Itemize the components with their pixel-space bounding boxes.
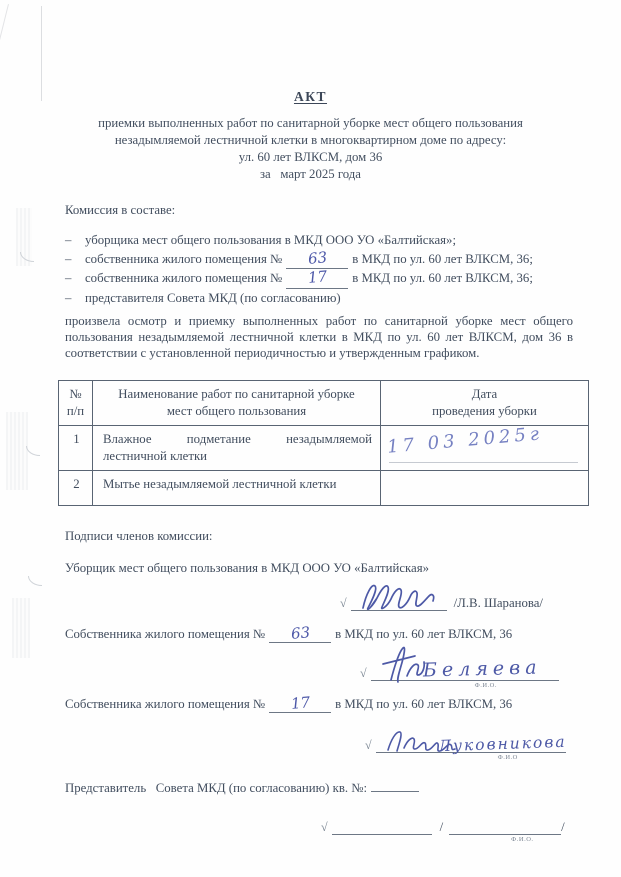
table-row bbox=[59, 426, 589, 471]
slash-end: / bbox=[561, 820, 565, 834]
list-item bbox=[65, 231, 573, 250]
representative-signature-row bbox=[321, 811, 573, 843]
col-header-date bbox=[381, 381, 589, 426]
owner-prefix: Собственника жилого помещения № bbox=[65, 697, 266, 711]
owner1-signature-row bbox=[360, 656, 573, 689]
commission-heading: Комиссия в составе: bbox=[65, 203, 176, 217]
owner2-signature-label bbox=[65, 693, 573, 713]
row-number-cell: 1 bbox=[59, 426, 93, 471]
date-fill-line bbox=[389, 462, 578, 463]
row-number-cell: 2 bbox=[59, 471, 93, 506]
table-header-row bbox=[59, 381, 589, 426]
col-header-line: п/п bbox=[66, 404, 85, 418]
handwritten-apartment-number: 17 bbox=[289, 693, 311, 713]
signatures-heading: Подписи членов комиссии: bbox=[65, 529, 213, 543]
address-line: ул. 60 лет ВЛКСМ, дом 36 bbox=[238, 150, 383, 164]
member-text: уборщика мест общего пользования в МКД ООО УО «Балтийская»; bbox=[85, 233, 457, 247]
period-line: за март 2025 года bbox=[260, 167, 361, 181]
works-table bbox=[58, 380, 589, 506]
statement-paragraph: произвела осмотр и приемку выполненных работ по санитарной уборке мест общего пользования незадымляемой лестничной клетки в МКД по ул. 60 лет ВЛКСМ, дом 36 в соответствии с установленной периодичностью и утвержденным графиком. bbox=[65, 314, 573, 360]
date-cell bbox=[381, 471, 589, 506]
signature-line bbox=[351, 593, 447, 611]
tick-mark: √ bbox=[365, 738, 372, 752]
cleaner-signature-label: Уборщик мест общего пользования в МКД ООО УО «Балтийская» bbox=[65, 561, 429, 575]
commission-member-list bbox=[65, 231, 573, 307]
signature-line bbox=[376, 732, 567, 761]
apartment-number-blank bbox=[286, 269, 348, 289]
col-header-line: № bbox=[69, 387, 82, 401]
representative-text: Представитель Совета МКД (по согласованию) кв. №: bbox=[65, 781, 368, 795]
tick-mark: √ bbox=[321, 820, 328, 834]
member-prefix: собственника жилого помещения № bbox=[85, 251, 283, 266]
table-row bbox=[59, 471, 589, 506]
col-header-work-name bbox=[93, 381, 381, 426]
apartment-number-blank bbox=[371, 791, 419, 792]
member-text: представителя Совета МКД (по согласованию) bbox=[85, 290, 341, 305]
owner-suffix: в МКД по ул. 60 лет ВЛКСМ, 36 bbox=[335, 697, 513, 711]
list-item bbox=[65, 269, 573, 289]
slash-separator: / bbox=[439, 820, 444, 834]
apartment-number-blank bbox=[286, 247, 348, 270]
subtitle-line-1: приемки выполненных работ по санитарной уборке мест общего пользования bbox=[98, 116, 523, 130]
printed-signatory-name: /Л.В. Шаранова/ bbox=[453, 596, 543, 610]
document-subtitle bbox=[0, 115, 621, 183]
representative-label bbox=[65, 781, 573, 796]
list-dash: – bbox=[65, 233, 72, 247]
date-cell bbox=[381, 423, 589, 471]
tick-mark: √ bbox=[360, 666, 367, 680]
handwritten-apartment-number: 63 bbox=[306, 247, 328, 268]
handwritten-signatory-name: Луковникова bbox=[437, 732, 567, 756]
col-header-line: мест общего пользования bbox=[166, 404, 307, 418]
signature-line bbox=[332, 817, 432, 835]
handwritten-apartment-number: 17 bbox=[306, 267, 328, 287]
work-name-cell: Мытье незадымляемой лестничной клетки bbox=[93, 471, 381, 506]
owner-prefix: Собственника жилого помещения № bbox=[65, 627, 266, 641]
document-title: АКТ bbox=[293, 89, 328, 104]
fio-caption: Ф.И.О bbox=[497, 754, 518, 761]
signature-scribble bbox=[379, 644, 429, 684]
fio-caption: Ф.И.О. bbox=[511, 836, 534, 843]
handwritten-signatory-name: Беляева bbox=[422, 656, 542, 682]
signature-line bbox=[449, 817, 561, 843]
list-dash: – bbox=[65, 271, 72, 285]
member-prefix: собственника жилого помещения № bbox=[85, 271, 283, 285]
fio-caption: Ф.И.О. bbox=[474, 682, 497, 689]
cleaner-signature-row bbox=[340, 587, 573, 611]
apartment-number-blank bbox=[269, 693, 331, 713]
member-text bbox=[85, 247, 573, 270]
col-header-line: Дата bbox=[471, 387, 498, 401]
document-body bbox=[0, 203, 621, 843]
document-header bbox=[0, 0, 621, 183]
member-suffix: в МКД по ул. 60 лет ВЛКСМ, 36; bbox=[352, 251, 533, 266]
owner1-signature-label bbox=[65, 623, 573, 643]
list-item bbox=[65, 289, 573, 308]
list-dash: – bbox=[65, 251, 72, 266]
work-name-cell: Влажное подметание незадымляемой лестничной клетки bbox=[93, 426, 381, 471]
owner2-signature-row bbox=[365, 729, 573, 761]
col-header-line: Наименование работ по санитарной уборке bbox=[118, 387, 355, 401]
owner-suffix: в МКД по ул. 60 лет ВЛКСМ, 36 bbox=[335, 627, 513, 641]
handwritten-apartment-number: 63 bbox=[289, 623, 311, 643]
member-text bbox=[85, 269, 573, 289]
col-header-number bbox=[59, 381, 93, 426]
list-dash: – bbox=[65, 290, 72, 305]
handwritten-date: 17 03 2025г bbox=[386, 423, 544, 458]
apartment-number-blank bbox=[269, 623, 331, 643]
member-suffix: в МКД по ул. 60 лет ВЛКСМ, 36; bbox=[352, 271, 533, 285]
signature-scribble bbox=[359, 580, 439, 614]
tick-mark: √ bbox=[340, 596, 347, 610]
col-header-line: проведения уборки bbox=[432, 404, 537, 418]
list-item bbox=[65, 247, 573, 270]
signature-line bbox=[371, 656, 559, 689]
subtitle-line-2: незадымляемой лестничной клетки в многоквартирном доме по адресу: bbox=[114, 133, 507, 147]
